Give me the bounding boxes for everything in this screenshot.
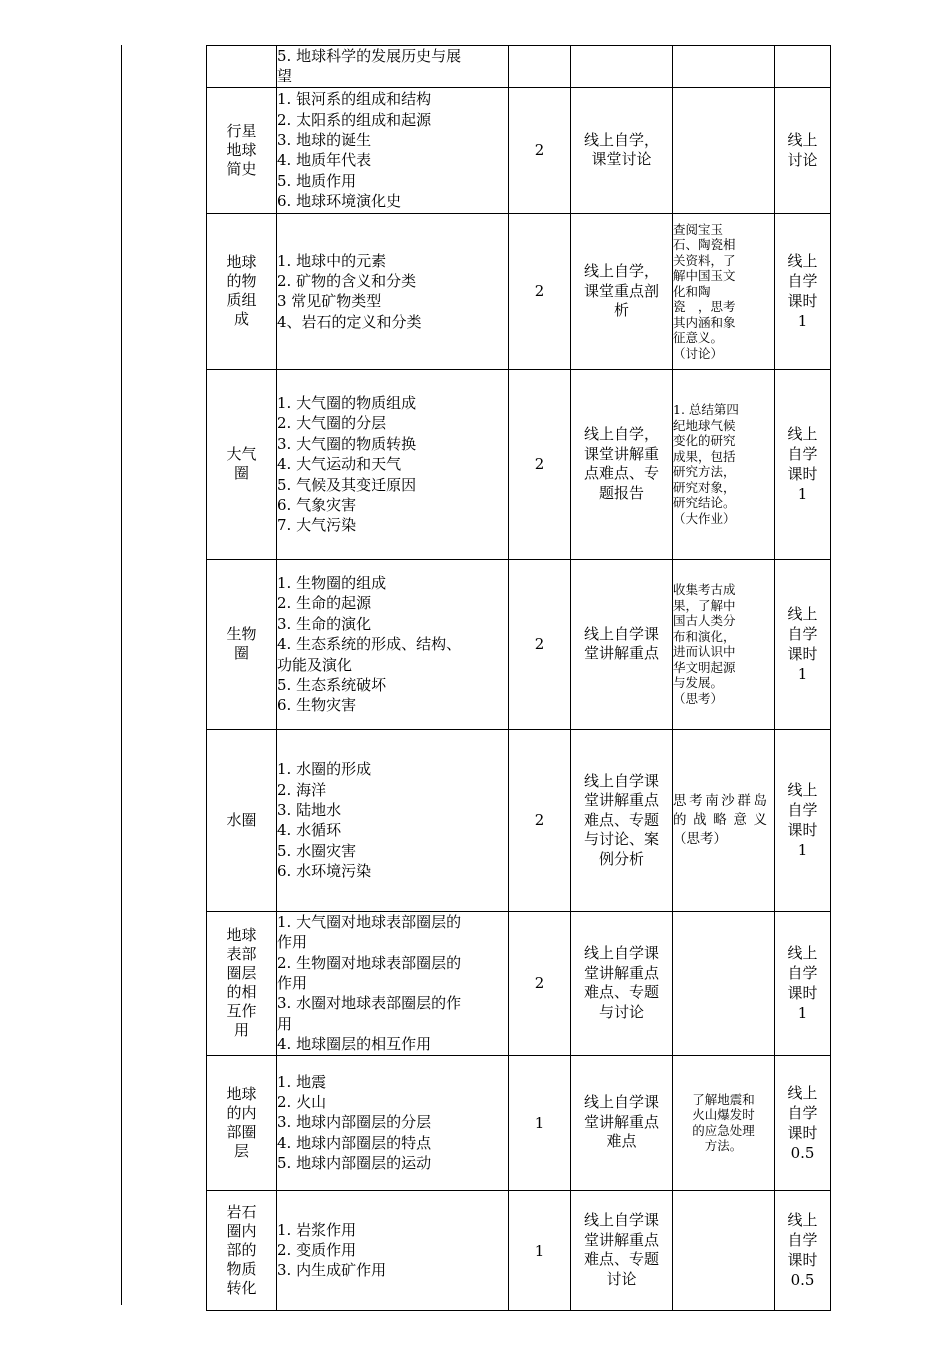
chapter-contents-line: 1. 地震 bbox=[277, 1072, 327, 1091]
table-row bbox=[207, 87, 831, 213]
teaching-method bbox=[571, 213, 673, 369]
chapter-contents-line: 1. 大气圈对地球表部圈层的 bbox=[277, 912, 462, 931]
chapter-contents-line: 5. 水圈灾害 bbox=[277, 841, 357, 860]
chapter-contents bbox=[277, 87, 509, 213]
chapter-name-line: 大气 bbox=[226, 445, 257, 464]
assignment-line: 关资料，了 bbox=[673, 252, 736, 268]
evaluation-line: 1 bbox=[797, 841, 808, 860]
teaching-method-line: 线上自学课 bbox=[583, 624, 659, 643]
class-hours bbox=[509, 911, 571, 1055]
chapter-contents-line: 4. 大气运动和天气 bbox=[277, 455, 402, 474]
class-hours bbox=[509, 213, 571, 369]
chapter-contents bbox=[277, 46, 509, 88]
teaching-method bbox=[571, 559, 673, 729]
chapter-name-line: 行星 bbox=[226, 121, 257, 140]
assignment-line: 的应急处理 bbox=[692, 1122, 755, 1138]
chapter-name-line: 圈 bbox=[233, 464, 249, 483]
evaluation-line: 课时 bbox=[787, 984, 818, 1003]
chapter-contents-line: 2. 太阳系的组成和起源 bbox=[277, 110, 432, 129]
teaching-method-line: 例分析 bbox=[598, 849, 644, 868]
teaching-method bbox=[571, 87, 673, 213]
assignment bbox=[673, 213, 775, 369]
teaching-method-line: 堂讲解重点 bbox=[583, 644, 659, 663]
class-hours bbox=[509, 46, 571, 88]
assignment bbox=[673, 1190, 775, 1310]
evaluation-line: 线上 bbox=[787, 252, 818, 271]
evaluation-line: 课时 bbox=[787, 1123, 818, 1142]
evaluation bbox=[775, 1055, 831, 1190]
assignment-line: 1. 总结第四 bbox=[673, 402, 739, 418]
chapter-name bbox=[207, 559, 277, 729]
chapter-contents bbox=[277, 369, 509, 559]
chapter-contents-line: 5. 地质作用 bbox=[277, 171, 357, 190]
teaching-method bbox=[571, 729, 673, 911]
chapter-contents-line: 2. 海洋 bbox=[277, 780, 327, 799]
chapter-contents-line: 1. 生物圈的组成 bbox=[277, 573, 387, 592]
class-hours-line: 2 bbox=[534, 141, 545, 160]
chapter-contents-line: 1. 银河系的组成和结构 bbox=[277, 90, 432, 109]
assignment-line: 查阅宝玉 bbox=[673, 221, 724, 237]
chapter-name bbox=[207, 1055, 277, 1190]
chapter-name bbox=[207, 213, 277, 369]
table-row bbox=[207, 559, 831, 729]
table-row bbox=[207, 213, 831, 369]
chapter-contents-line: 作用 bbox=[277, 933, 308, 952]
chapter-contents-line: 6. 生物灾害 bbox=[277, 696, 357, 715]
chapter-name bbox=[207, 369, 277, 559]
assignment-line: 与发展。 bbox=[673, 675, 724, 691]
evaluation bbox=[775, 911, 831, 1055]
chapter-contents-line: 3. 生命的演化 bbox=[277, 614, 372, 633]
assignment-line: 华文明起源 bbox=[673, 659, 736, 675]
chapter-contents-line: 4. 水循环 bbox=[277, 821, 342, 840]
teaching-method-line: 课堂讲解重 bbox=[583, 444, 659, 463]
teaching-method-line: 题报告 bbox=[598, 483, 644, 502]
chapter-name-line: 转化 bbox=[226, 1278, 257, 1297]
evaluation bbox=[775, 369, 831, 559]
chapter-name-line: 部的 bbox=[226, 1240, 257, 1259]
assignment-line: 成果，包括 bbox=[673, 448, 736, 464]
assignment-line: （讨论） bbox=[673, 345, 724, 361]
chapter-name-line: 成 bbox=[233, 310, 249, 329]
chapter-contents-line: 2. 变质作用 bbox=[277, 1240, 357, 1259]
table-row bbox=[207, 1055, 831, 1190]
teaching-method-line: 线上自学课 bbox=[583, 1093, 659, 1112]
table-row bbox=[207, 46, 831, 88]
chapter-name bbox=[207, 87, 277, 213]
chapter-contents-line: 4. 地质年代表 bbox=[277, 151, 372, 170]
chapter-name-line: 质组 bbox=[226, 291, 257, 310]
chapter-name bbox=[207, 46, 277, 88]
chapter-contents-line: 3. 地球内部圈层的分层 bbox=[277, 1113, 432, 1132]
chapter-contents-line: 作用 bbox=[277, 974, 308, 993]
assignment-line: 布和演化， bbox=[673, 628, 736, 644]
teaching-method-line: 讨论 bbox=[606, 1269, 637, 1288]
chapter-contents-line: 4. 地球内部圈层的特点 bbox=[277, 1133, 432, 1152]
evaluation-line: 讨论 bbox=[787, 151, 818, 170]
chapter-contents-line: 2. 矿物的含义和分类 bbox=[277, 271, 417, 290]
chapter-name-line: 水圈 bbox=[226, 810, 257, 829]
assignment bbox=[673, 87, 775, 213]
chapter-contents-line: 6. 地球环境演化史 bbox=[277, 192, 402, 211]
evaluation-line: 自学 bbox=[787, 272, 818, 291]
evaluation-line: 线上 bbox=[787, 1211, 818, 1230]
curriculum-table bbox=[206, 45, 831, 1311]
assignment-line: 国古人类分 bbox=[673, 613, 736, 629]
teaching-method-line: 线上自学课 bbox=[583, 944, 659, 963]
chapter-name-line: 地球 bbox=[226, 1084, 257, 1103]
chapter-name-line: 地球 bbox=[226, 926, 257, 945]
chapter-name-line: 圈 bbox=[233, 644, 249, 663]
assignment-line: （大作业） bbox=[673, 510, 736, 526]
chapter-name-line: 物质 bbox=[226, 1259, 257, 1278]
assignment bbox=[673, 369, 775, 559]
teaching-method bbox=[571, 369, 673, 559]
teaching-method-line: 线上自学， bbox=[583, 130, 659, 149]
chapter-contents-line: 6. 水环境污染 bbox=[277, 862, 372, 881]
chapter-contents-line: 2. 生命的起源 bbox=[277, 594, 372, 613]
teaching-method-line: 线上自学， bbox=[583, 262, 659, 281]
class-hours bbox=[509, 729, 571, 911]
teaching-method bbox=[571, 1055, 673, 1190]
teaching-method-line: 析 bbox=[613, 301, 629, 320]
evaluation-line: 课时 bbox=[787, 645, 818, 664]
chapter-contents-line: 3 常见矿物类型 bbox=[277, 292, 382, 311]
evaluation-line: 1 bbox=[797, 485, 808, 504]
assignment bbox=[673, 559, 775, 729]
chapter-contents-line: 2. 生物圈对地球表部圈层的 bbox=[277, 953, 462, 972]
teaching-method-line: 课堂讨论 bbox=[591, 150, 652, 169]
left-page-border bbox=[121, 45, 122, 1305]
evaluation-line: 线上 bbox=[787, 944, 818, 963]
teaching-method-line: 线上自学， bbox=[583, 425, 659, 444]
chapter-contents-line: 1. 地球中的元素 bbox=[277, 251, 387, 270]
chapter-name-line: 圈层 bbox=[226, 964, 257, 983]
evaluation-line: 0.5 bbox=[790, 1143, 815, 1162]
class-hours-line: 1 bbox=[534, 1113, 545, 1132]
chapter-name-line: 表部 bbox=[226, 945, 257, 964]
teaching-method-line: 与讨论、案 bbox=[583, 830, 659, 849]
chapter-contents-line: 3. 陆地水 bbox=[277, 800, 342, 819]
class-hours-line: 2 bbox=[534, 455, 545, 474]
chapter-name-line: 地球 bbox=[226, 253, 257, 272]
evaluation-line: 线上 bbox=[787, 1083, 818, 1102]
evaluation bbox=[775, 559, 831, 729]
teaching-method-line: 难点 bbox=[606, 1132, 637, 1151]
chapter-contents-line: 3. 内生成矿作用 bbox=[277, 1261, 387, 1280]
assignment-line: 了解地震和 bbox=[692, 1091, 755, 1107]
teaching-method-line: 堂讲解重点 bbox=[583, 963, 659, 982]
chapter-contents-line: 6. 气象灾害 bbox=[277, 495, 357, 514]
evaluation-line: 课时 bbox=[787, 821, 818, 840]
chapter-name-line: 岩石 bbox=[226, 1202, 257, 1221]
evaluation bbox=[775, 729, 831, 911]
assignment-line: 火山爆发时 bbox=[692, 1107, 755, 1123]
evaluation-line: 自学 bbox=[787, 445, 818, 464]
evaluation-line: 自学 bbox=[787, 625, 818, 644]
teaching-method bbox=[571, 46, 673, 88]
assignment-line: 化和陶 bbox=[673, 283, 711, 299]
teaching-method-line: 课堂重点剖 bbox=[583, 281, 659, 300]
chapter-contents-line: 5. 地球科学的发展历史与展 bbox=[277, 47, 462, 65]
chapter-contents-line: 1. 水圈的形成 bbox=[277, 760, 372, 779]
evaluation-line: 自学 bbox=[787, 1231, 818, 1250]
chapter-name bbox=[207, 729, 277, 911]
assignment-line: 瓷 ，思考 bbox=[673, 299, 736, 315]
chapter-name-line: 圈内 bbox=[226, 1221, 257, 1240]
chapter-contents-line: 用 bbox=[277, 1014, 293, 1033]
assignment-line: 研究对象， bbox=[673, 479, 736, 495]
assignment-line: 纪地球气候 bbox=[673, 417, 736, 433]
chapter-name-line: 层 bbox=[233, 1141, 249, 1160]
assignment-line: 石、陶瓷相 bbox=[673, 237, 736, 253]
evaluation-line: 自学 bbox=[787, 964, 818, 983]
chapter-contents-line: 望 bbox=[277, 67, 293, 86]
chapter-name-line: 用 bbox=[233, 1021, 249, 1040]
assignment-line: 其内涵和象 bbox=[673, 314, 736, 330]
assignment-line: 进而认识中 bbox=[673, 644, 736, 660]
class-hours bbox=[509, 1055, 571, 1190]
teaching-method bbox=[571, 911, 673, 1055]
chapter-contents bbox=[277, 1055, 509, 1190]
teaching-method-line: 线上自学课 bbox=[583, 1211, 659, 1230]
assignment-line: 变化的研究 bbox=[673, 433, 736, 449]
chapter-contents bbox=[277, 911, 509, 1055]
teaching-method bbox=[571, 1190, 673, 1310]
teaching-method-line: 堂讲解重点 bbox=[583, 1112, 659, 1131]
evaluation-line: 课时 bbox=[787, 292, 818, 311]
evaluation bbox=[775, 213, 831, 369]
chapter-contents-line: 2. 火山 bbox=[277, 1093, 327, 1112]
evaluation-line: 自学 bbox=[787, 1103, 818, 1122]
table-row bbox=[207, 729, 831, 911]
chapter-name bbox=[207, 1190, 277, 1310]
assignment bbox=[673, 46, 775, 88]
chapter-contents-line: 3. 大气圈的物质转换 bbox=[277, 434, 417, 453]
teaching-method-line: 线上自学课 bbox=[583, 771, 659, 790]
evaluation-line: 课时 bbox=[787, 1251, 818, 1270]
chapter-name-line: 的物 bbox=[226, 272, 257, 291]
table-row bbox=[207, 369, 831, 559]
chapter-name bbox=[207, 911, 277, 1055]
chapter-name-line: 部圈 bbox=[226, 1122, 257, 1141]
evaluation bbox=[775, 1190, 831, 1310]
evaluation-line: 线上 bbox=[787, 605, 818, 624]
teaching-method-line: 点难点、专 bbox=[583, 464, 659, 483]
chapter-contents-line: 功能及演化 bbox=[277, 655, 353, 674]
table-row bbox=[207, 1190, 831, 1310]
chapter-contents-line: 3. 地球的诞生 bbox=[277, 130, 372, 149]
evaluation-line: 课时 bbox=[787, 465, 818, 484]
teaching-method-line: 难点、专题 bbox=[583, 1250, 659, 1269]
chapter-contents-line: 5. 生态系统破坏 bbox=[277, 675, 387, 694]
chapter-name-line: 互作 bbox=[226, 1002, 257, 1021]
class-hours-line: 1 bbox=[534, 1242, 545, 1261]
chapter-contents bbox=[277, 559, 509, 729]
assignment-line: 果，了解中 bbox=[673, 597, 736, 613]
chapter-name-line: 的内 bbox=[226, 1103, 257, 1122]
chapter-contents-line: 5. 气候及其变迁原因 bbox=[277, 475, 417, 494]
chapter-contents-line: 2. 大气圈的分层 bbox=[277, 414, 387, 433]
chapter-name-line: 生物 bbox=[226, 625, 257, 644]
assignment-line: 方法。 bbox=[704, 1138, 743, 1154]
assignment bbox=[673, 729, 775, 911]
teaching-method-line: 难点、专题 bbox=[583, 810, 659, 829]
chapter-name-line: 的相 bbox=[226, 983, 257, 1002]
class-hours-line: 2 bbox=[534, 635, 545, 654]
teaching-method-line: 堂讲解重点 bbox=[583, 791, 659, 810]
evaluation bbox=[775, 87, 831, 213]
assignment-line: 研究方法， bbox=[673, 464, 736, 480]
teaching-method-line: 堂讲解重点 bbox=[583, 1230, 659, 1249]
assignment bbox=[673, 911, 775, 1055]
chapter-contents-line: 1. 大气圈的物质组成 bbox=[277, 393, 417, 412]
chapter-contents-line: 5. 地球内部圈层的运动 bbox=[277, 1154, 432, 1173]
chapter-contents-line: 7. 大气污染 bbox=[277, 516, 357, 535]
class-hours bbox=[509, 369, 571, 559]
evaluation-line: 线上 bbox=[787, 425, 818, 444]
assignment-line: 研究结论。 bbox=[673, 495, 736, 511]
chapter-contents bbox=[277, 729, 509, 911]
chapter-contents bbox=[277, 213, 509, 369]
assignment-line: 收集考古成 bbox=[673, 582, 736, 598]
assignment bbox=[673, 1055, 775, 1190]
assignment-line: 解中国玉文 bbox=[673, 268, 736, 284]
chapter-contents-line: 4、岩石的定义和分类 bbox=[277, 312, 422, 331]
evaluation-line: 线上 bbox=[787, 131, 818, 150]
evaluation-line: 自学 bbox=[787, 801, 818, 820]
evaluation-line: 1 bbox=[797, 312, 808, 331]
class-hours bbox=[509, 87, 571, 213]
chapter-name-line: 地球 bbox=[226, 140, 257, 159]
assignment-line: （思考） bbox=[673, 690, 724, 706]
table-row bbox=[207, 911, 831, 1055]
class-hours bbox=[509, 559, 571, 729]
evaluation-line: 0.5 bbox=[790, 1271, 815, 1290]
chapter-name-line: 简史 bbox=[226, 159, 257, 178]
class-hours-line: 2 bbox=[534, 282, 545, 301]
chapter-contents-line: 4. 生态系统的形成、结构、 bbox=[277, 635, 462, 654]
teaching-method-line: 难点、专题 bbox=[583, 983, 659, 1002]
chapter-contents-line: 4. 地球圈层的相互作用 bbox=[277, 1035, 432, 1054]
assignment-line: 征意义。 bbox=[673, 330, 724, 346]
class-hours-line: 2 bbox=[534, 974, 545, 993]
table-body bbox=[207, 46, 831, 1311]
class-hours-line: 2 bbox=[534, 811, 545, 830]
evaluation bbox=[775, 46, 831, 88]
chapter-contents-line: 1. 岩浆作用 bbox=[277, 1220, 357, 1239]
class-hours bbox=[509, 1190, 571, 1310]
evaluation-line: 1 bbox=[797, 1004, 808, 1023]
evaluation-line: 线上 bbox=[787, 781, 818, 800]
evaluation-line: 1 bbox=[797, 665, 808, 684]
assignment-line: 思考南沙群岛的战略意义（思考） bbox=[673, 792, 767, 847]
chapter-contents bbox=[277, 1190, 509, 1310]
teaching-method-line: 与讨论 bbox=[598, 1002, 644, 1021]
chapter-contents-line: 3. 水圈对地球表部圈层的作 bbox=[277, 994, 462, 1013]
